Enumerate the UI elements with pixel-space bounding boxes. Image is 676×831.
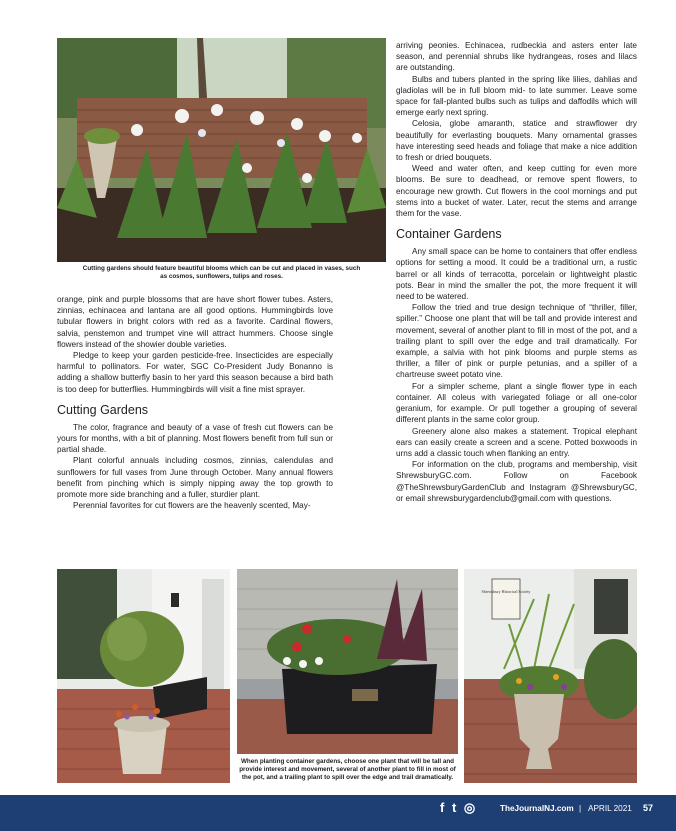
container-paragraph-2: Follow the tried and true design technique of “thriller, filler, spiller.” Choose one plant that will be tall and provide interest and movement, several of another plant to fill in most of the pot, and a trailing plant to spill over the edge and trail dramatically. For example, a salvia with hot pink blooms and purple stems as thriller, a filler of pink or purple petunias, and a spiller of a chartreuse sweet potato vine. (396, 303, 637, 380)
sign-line-1: Shrewsbury Historical Society (481, 589, 531, 594)
urn-planter-photo (57, 569, 230, 783)
container-paragraph-1: Any small space can be home to containers that offer endless options for setting a mood. It could be a traditional urn, a rustic barrel or all kinds of terracotta, porcelain or lightweight plastic pots. Bear in mind the smaller the pot, the more frequent it will need to be watered. (396, 247, 637, 302)
right-paragraph-2: Bulbs and tubers planted in the spring like lilies, dahlias and gladiolas will be in full bloom mid- to late summer. Leave some space for fall-planted bulbs such as tulips and daffodils which will emerge early next spring. (396, 74, 637, 118)
historical-society-urn-photo (464, 569, 637, 783)
container-paragraph-3: For a simpler scheme, plant a single flower type in each container. All coleus with variegated foliage or all one-color geranium, for example. Or pull together a grouping of several different plants in the same color group. (396, 381, 637, 425)
right-paragraph-1: arriving peonies. Echinacea, rudbeckia and asters enter late season, and perennial shrubs like hydrangeas, roses and lilacs are outstanding. (396, 41, 637, 73)
page-footer (0, 795, 676, 831)
container-gardens-heading: Container Gardens (396, 227, 502, 242)
left-paragraph-1: orange, pink and purple blossoms that are have short flower tubes. Asters, zinnias, echinacea and lantana are all good options. Hummingbirds love tubular flowers in bright colors with red as a favorite. Cardinal flowers, salvia, penstemon and trumpet vine will attract hummers. Choose single flowers instead of the showier double varieties. (57, 295, 333, 349)
left-paragraph-2: Pledge to keep your garden pesticide-free. Insecticides are especially harmful to pollinators. For water, SGC Co-President Judy Bonanno is adding a shallow butterfly basin to her yard this season because a bird bath is too deep for butterflies. Hummingbirds will visit a fine mist sprayer. (57, 351, 333, 394)
bottom-photo-caption: When planting container gardens, choose one plant that will be tall and provide interest and movement, several of another plant to fill in most of the pot, and a trailing plant to spill over the edge and trail dramatically. (239, 758, 456, 781)
social-icons: f t ◎ (440, 800, 478, 815)
right-paragraph-3: Celosia, globe amaranth, statice and strawflower dry beautifully for everlasting bouquets. Many ornamental grasses have interesting seed heads and foliage that make a nice addition to fresh or dried bouquets. (396, 119, 637, 163)
iris-garden-photo (57, 38, 386, 262)
right-paragraph-4: Weed and water often, and keep cutting for even more blooms. Be sure to deadhead, or remove spent flowers, to encourage new growth. Cut flowers in the cool mornings and put stems into a bucket of water. Later, recut the stems and arrange them for the vase. (396, 164, 637, 219)
cutting-paragraph-2: Plant colorful annuals including cosmos, zinnias, calendulas and sunflowers for full vases from June through October. Many annual flowers benefit from pinching which is simply nipping away the top growth to promote more side branching and a fuller, sturdier plant. (57, 456, 333, 500)
footer-issue: APRIL 2021 (588, 804, 632, 813)
cutting-gardens-heading: Cutting Gardens (57, 402, 149, 417)
top-photo-caption: Cutting gardens should feature beautiful blooms which can be cut and placed in vases, such as cosmos, sunflowers, tulips and roses. (82, 265, 361, 280)
footer-separator: | (579, 804, 582, 813)
trough-planter-photo (237, 569, 458, 754)
left-column (57, 294, 333, 511)
right-column (396, 40, 637, 504)
cutting-paragraph-1: The color, fragrance and beauty of a vase of fresh cut flowers can be yours for months, with a bit of planning. Most flowers benefit from full sun or partial shade. (57, 422, 333, 455)
container-paragraph-5: For information on the club, programs and membership, visit ShrewsburyGC.com. Follow on Facebook @TheShrewsburyGardenClub and Instagram @ShrewsburyGC, or email shrewsburygardenclub@gmail.com with questions. (396, 460, 637, 503)
page-number: 57 (643, 803, 654, 813)
historical-society-sign-text (482, 589, 531, 594)
cutting-paragraph-3: Perennial favorites for cut flowers are the heavenly scented, May- (73, 501, 311, 511)
container-paragraph-4: Greenery alone also makes a statement. Tropical elephant ears can easily create a screen and a scene. Potted boxwoods in urns add a classic touch when flanking an entry. (396, 426, 637, 458)
footer-site[interactable]: TheJournalNJ.com (500, 804, 574, 813)
